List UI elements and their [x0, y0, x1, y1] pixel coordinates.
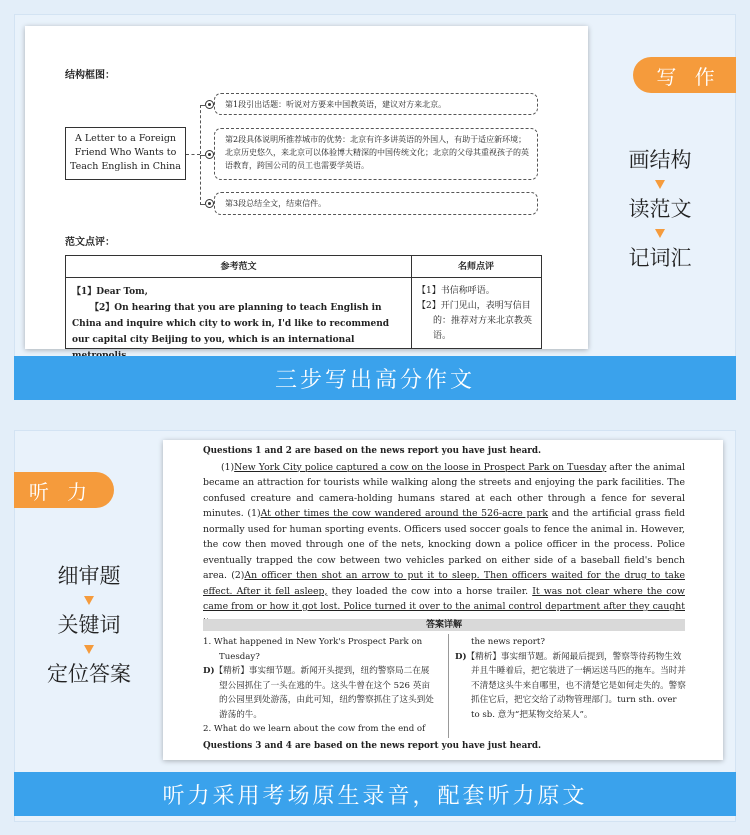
step-read-sample: 读范文 — [628, 197, 692, 221]
arrow-down-icon — [655, 229, 665, 238]
branch-dot — [205, 199, 214, 208]
arrow-down-icon — [84, 596, 94, 605]
listening-passage — [203, 444, 685, 630]
passage-paragraph — [203, 460, 685, 631]
answer-explanation: 【精析】事实细节题。新闻最后提到，警察等待药物生效并且牛睡着后，把它装进了一辆运送马匹的拖车。当时并不清楚这头牛来自哪里，也不清楚它是如何走失的。警察抓住它后，把它交给了动物管理部门。turn sth. over to sb. 意为“把某物交给某人”。 — [466, 651, 686, 720]
answer-header: 答案详解 — [203, 619, 685, 631]
column-divider — [411, 256, 412, 348]
step-memorize-vocab: 记词汇 — [628, 246, 692, 270]
reference-text — [72, 284, 406, 364]
answer-mark: D) — [455, 651, 467, 662]
comment-text — [417, 284, 539, 344]
answer-column-right — [455, 635, 687, 722]
writing-banner: 三步写出高分作文 — [14, 356, 736, 400]
listening-banner: 听力采用考场原生录音，配套听力原文 — [14, 772, 736, 816]
paragraph-2-box: 第2段具体说明所推荐城市的优势：北京有许多讲英语的外国人，有助于适应新环境；北京历史悠久，来北京可以体验博大精深的中国传统文化；北京的父母其重视孩子的英语教育，跨国公司的员工也需要学英语。 — [214, 128, 538, 180]
key-sentence: At other times the cow wandered around the 526-acre park — [260, 508, 549, 519]
column-divider — [448, 634, 449, 738]
connector-line — [186, 154, 200, 155]
reference-line: 【2】On hearing that you are planning to teach English in China and inquire which city to work in, I'd like to recommend our capital city Beijing to you, which is an international — [72, 303, 390, 345]
listening-steps — [30, 562, 148, 689]
reference-header: 参考范文 — [66, 256, 411, 278]
question-2-continued: the news report? — [471, 637, 545, 647]
listening-sample-page — [163, 440, 723, 760]
step-keywords: 关键词 — [57, 613, 121, 637]
step-draw-structure: 画结构 — [628, 148, 692, 172]
review-title: 范文点评： — [65, 237, 115, 248]
comment-line: 【2】开门见山，表明写信目的：推荐对方来北京教英语。 — [417, 301, 533, 341]
step-locate-answer: 定位答案 — [47, 662, 131, 686]
comment-header: 名师点评 — [411, 256, 541, 278]
writing-steps — [610, 146, 710, 273]
step-read-question: 细审题 — [57, 564, 121, 588]
answer-mark: D) — [203, 666, 215, 676]
review-table — [65, 255, 542, 349]
main-topic-box: A Letter to a Foreign Friend Who Wants to Teach English in China — [65, 127, 186, 180]
answer-column-left — [203, 635, 435, 737]
paragraph-3-box: 第3段总结全文，结束信件。 — [214, 192, 538, 215]
question-2: 2. What do we learn about the cow from the end of — [203, 724, 426, 734]
key-sentence: An officer then shot an arrow to put it to sleep. Then officers waited for the drug to take effect. After it fell asleep, — [203, 570, 685, 597]
branch-dot — [205, 100, 214, 109]
passage-text: after the animal became an attraction for tourists while walking along the streets and enjoying the park facilities. The confused creature and camera-holding humans stared at each other through a fence for several minutes. (1) — [203, 461, 685, 519]
answer-2 — [455, 650, 687, 723]
passage-text: (1) — [221, 461, 235, 473]
structure-title: 结构框图： — [65, 70, 115, 81]
questions-intro: Questions 1 and 2 are based on the news report you have just heard. — [203, 446, 542, 456]
question-1: 1. What happened in New York's Prospect Park on Tuesday? — [203, 637, 423, 662]
answer-1 — [203, 664, 435, 722]
paragraph-1-box: 第1段引出话题：听说对方要来中国教英语，建议对方来北京。 — [214, 93, 538, 115]
arrow-down-icon — [84, 645, 94, 654]
key-sentence: New York City police captured a cow on the loose in Prospect Park on Tuesday — [234, 461, 607, 473]
reference-line: 【1】Dear Tom, — [72, 287, 148, 297]
comment-line: 【1】书信称呼语。 — [417, 286, 495, 296]
arrow-down-icon — [655, 180, 665, 189]
next-questions-intro: Questions 3 and 4 are based on the news report you have just heard. — [203, 741, 542, 751]
passage-text: and the artificial grass field normally used for human sporting events. Officers used soccer goals to fence the animal in. However, the cow then moved through one of the nets, knocking down a police officer in the process. Police eventually trapped the cow between two vehicles parked on either side of a baseball field's bench area. (2) — [203, 508, 685, 581]
listening-tag: 听 力 — [14, 472, 114, 508]
branch-dot — [205, 150, 214, 159]
writing-sample-page — [25, 26, 588, 349]
key-sentence: It was not clear where the cow came from or how it got lost. Police turned it over to the animal control department after they caught — [203, 585, 685, 612]
answer-explanation: 【精析】事实细节题。新闻开头提到，纽约警察局二在展望公园抓住了一头在逃的牛。这头牛曾在这个 526 英亩的公园里到处游荡，由此可知，纽约警察抓住了这头到处游荡的牛。 — [214, 666, 434, 720]
writing-tag: 写 作 — [633, 57, 736, 93]
passage-text: they loaded the cow into a horse trailer. — [327, 585, 533, 597]
